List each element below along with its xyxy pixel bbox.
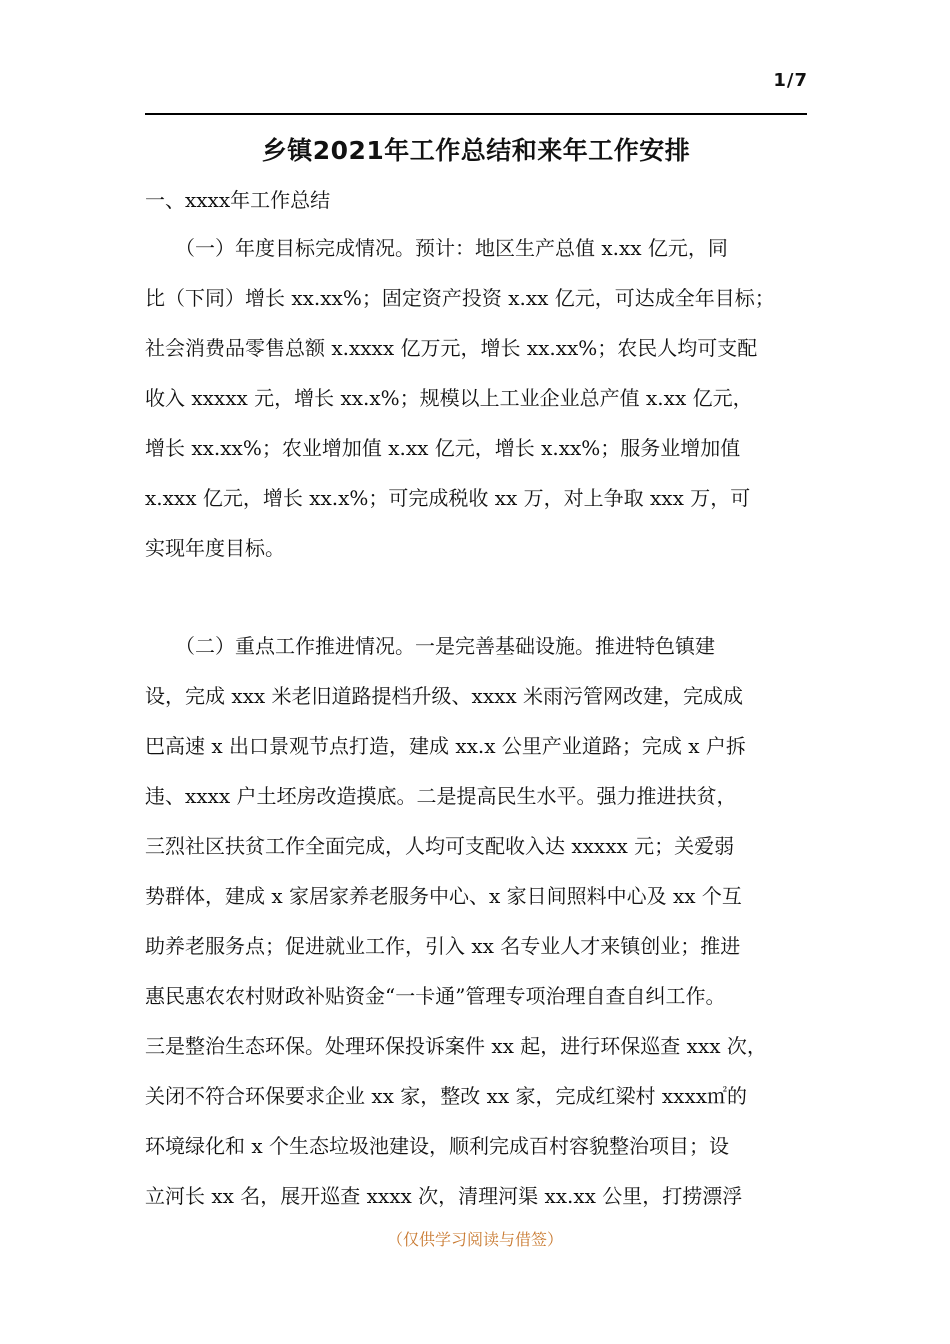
footer-note: （仅供学习阅读与借签） bbox=[386, 1230, 563, 1249]
paragraph-key-work bbox=[145, 633, 825, 1233]
text-line: 势群体，建成 x 家居家养老服务中心、x 家日间照料中心及 xx 个互 bbox=[145, 884, 742, 908]
text-line: 收入 xxxxx 元，增长 xx.x%；规模以上工业企业总产值 x.xx 亿元， bbox=[145, 386, 753, 410]
text-line: x.xxx 亿元，增长 xx.x%；可完成税收 xx 万，对上争取 xxx 万，可 bbox=[145, 486, 751, 510]
text-line: 设，完成 xxx 米老旧道路提档升级、xxxx 米雨污管网改建，完成成 bbox=[145, 684, 744, 708]
section-heading: 一、xxxx年工作总结 bbox=[145, 188, 331, 212]
page-number: 1/7 bbox=[773, 70, 808, 91]
text-line: 三是整治生态环保。处理环保投诉案件 xx 起，进行环保巡查 xxx 次， bbox=[145, 1034, 767, 1058]
header-rule bbox=[145, 113, 807, 115]
text-line: 环境绿化和 x 个生态垃圾池建设，顺利完成百村容貌整治项目；设 bbox=[145, 1134, 729, 1158]
text-line: 立河长 xx 名，展开巡查 xxxx 次，清理河渠 xx.xx 公里，打捞漂浮 bbox=[145, 1184, 743, 1208]
text-line: 违、xxxx 户土坯房改造摸底。二是提高民生水平。强力推进扶贫， bbox=[145, 784, 737, 808]
text-line: （二）重点工作推进情况。一是完善基础设施。推进特色镇建 bbox=[145, 634, 715, 658]
text-line: 巴高速 x 出口景观节点打造，建成 xx.x 公里产业道路；完成 x 户拆 bbox=[145, 734, 746, 758]
text-line: （一）年度目标完成情况。预计：地区生产总值 x.xx 亿元，同 bbox=[145, 236, 728, 260]
text-line: 助养老服务点；促进就业工作，引入 xx 名专业人才来镇创业；推进 bbox=[145, 934, 741, 958]
text-line: 增长 xx.xx%；农业增加值 x.xx 亿元，增长 x.xx%；服务业增加值 bbox=[145, 436, 741, 460]
text-line: 三烈社区扶贫工作全面完成，人均可支配收入达 xxxxx 元；关爱弱 bbox=[145, 834, 735, 858]
text-line: 惠民惠农农村财政补贴资金“一卡通”管理专项治理自查自纠工作。 bbox=[145, 984, 726, 1008]
text-line: 比（下同）增长 xx.xx%；固定资产投资 x.xx 亿元，可达成全年目标； bbox=[145, 286, 775, 310]
paragraph-annual-targets bbox=[145, 235, 825, 585]
text-line: 社会消费品零售总额 x.xxxx 亿万元，增长 xx.xx%；农民人均可支配 bbox=[145, 336, 758, 360]
text-line: 关闭不符合环保要求企业 xx 家，整改 xx 家，完成红梁村 xxxx㎡的 bbox=[145, 1084, 748, 1108]
text-line: 实现年度目标。 bbox=[145, 536, 285, 560]
document-title: 乡镇2021年工作总结和来年工作安排 bbox=[261, 136, 691, 165]
